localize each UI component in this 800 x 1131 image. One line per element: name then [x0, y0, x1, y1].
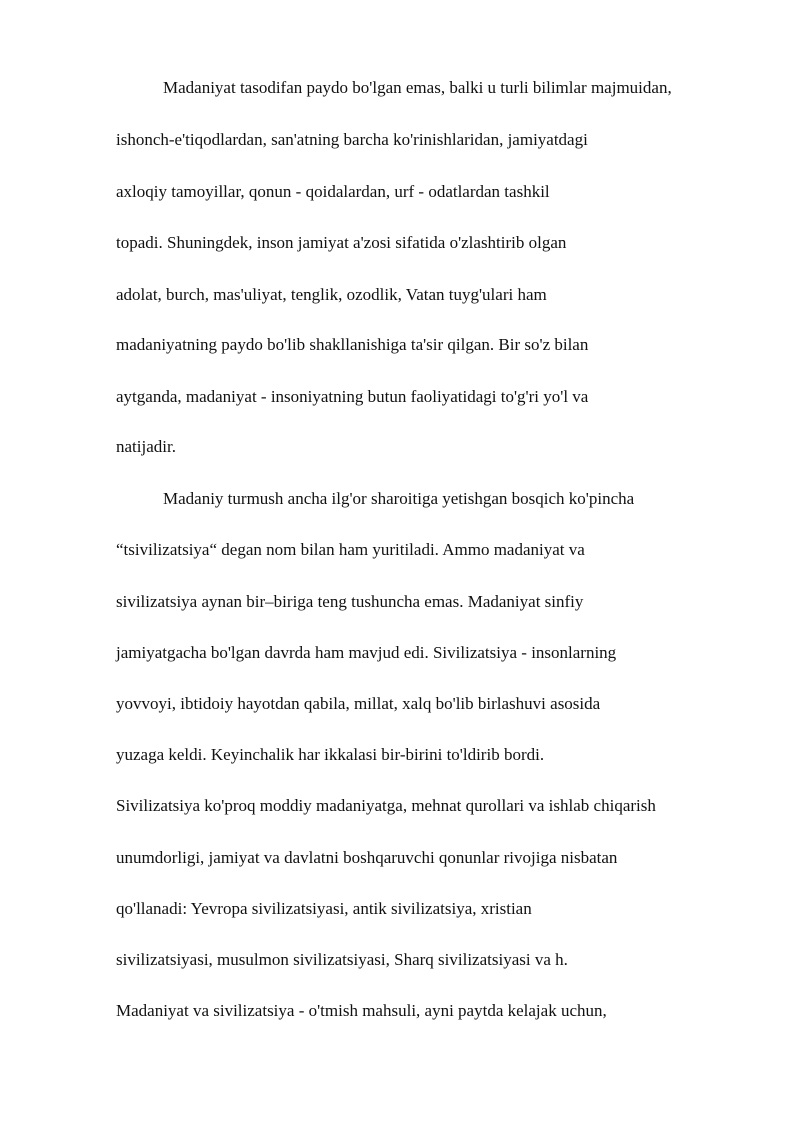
paragraph-2-line-9: qo'llanadi: Yevropa sivilizatsiyasi, antik sivilizatsiya, xristian [116, 899, 532, 918]
paragraph-2-line-1: Madaniy turmush ancha ilg'or sharoitiga yetishgan bosqich ko'pincha [163, 489, 635, 508]
paragraph-2-line-7: Sivilizatsiya ko'proq moddiy madaniyatga, mehnat qurollari va ishlab chiqarish [116, 796, 656, 815]
paragraph-2-line-10: sivilizatsiyasi, musulmon sivilizatsiyasi, Sharq sivilizatsiyasi va h. [116, 950, 568, 969]
paragraph-2-line-4: jamiyatgacha bo'lgan davrda ham mavjud edi. Sivilizatsiya - insonlarning [116, 643, 617, 662]
paragraph-2-line-2: “tsivilizatsiya“ degan nom bilan ham yuritiladi. Ammo madaniyat va [116, 540, 585, 559]
paragraph-1-line-3: axloqiy tamoyillar, qonun - qoidalardan, urf - odatlardan tashkil [116, 182, 550, 201]
paragraph-1-line-5: adolat, burch, mas'uliyat, tenglik, ozodlik, Vatan tuyg'ulari ham [116, 285, 547, 304]
paragraph-2-line-5: yovvoyi, ibtidoiy hayotdan qabila, millat, xalq bo'lib birlashuvi asosida [116, 694, 601, 713]
paragraph-1-line-1: Madaniyat tasodifan paydo bo'lgan emas, balki u turli bilimlar majmuidan, [163, 78, 672, 97]
paragraph-2-line-11: Madaniyat va sivilizatsiya - o'tmish mahsuli, ayni paytda kelajak uchun, [116, 1001, 607, 1020]
paragraph-1-line-6: madaniyatning paydo bo'lib shakllanishiga ta'sir qilgan. Bir so'z bilan [116, 335, 589, 354]
paragraph-1-line-4: topadi. Shuningdek, inson jamiyat a'zosi sifatida o'zlashtirib olgan [116, 233, 567, 252]
paragraph-2-line-8: unumdorligi, jamiyat va davlatni boshqaruvchi qonunlar rivojiga nisbatan [116, 848, 618, 867]
paragraph-1-line-8: natijadir. [116, 437, 176, 456]
paragraph-1-line-7: aytganda, madaniyat - insoniyatning butun faoliyatidagi to'g'ri yo'l va [116, 387, 589, 406]
paragraph-2-line-3: sivilizatsiya aynan bir–biriga teng tushuncha emas. Madaniyat sinfiy [116, 592, 584, 611]
paragraph-2-line-6: yuzaga keldi. Keyinchalik har ikkalasi bir-birini to'ldirib bordi. [116, 745, 545, 764]
paragraph-1-line-2: ishonch-e'tiqodlardan, san'atning barcha ko'rinishlaridan, jamiyatdagi [116, 130, 588, 149]
